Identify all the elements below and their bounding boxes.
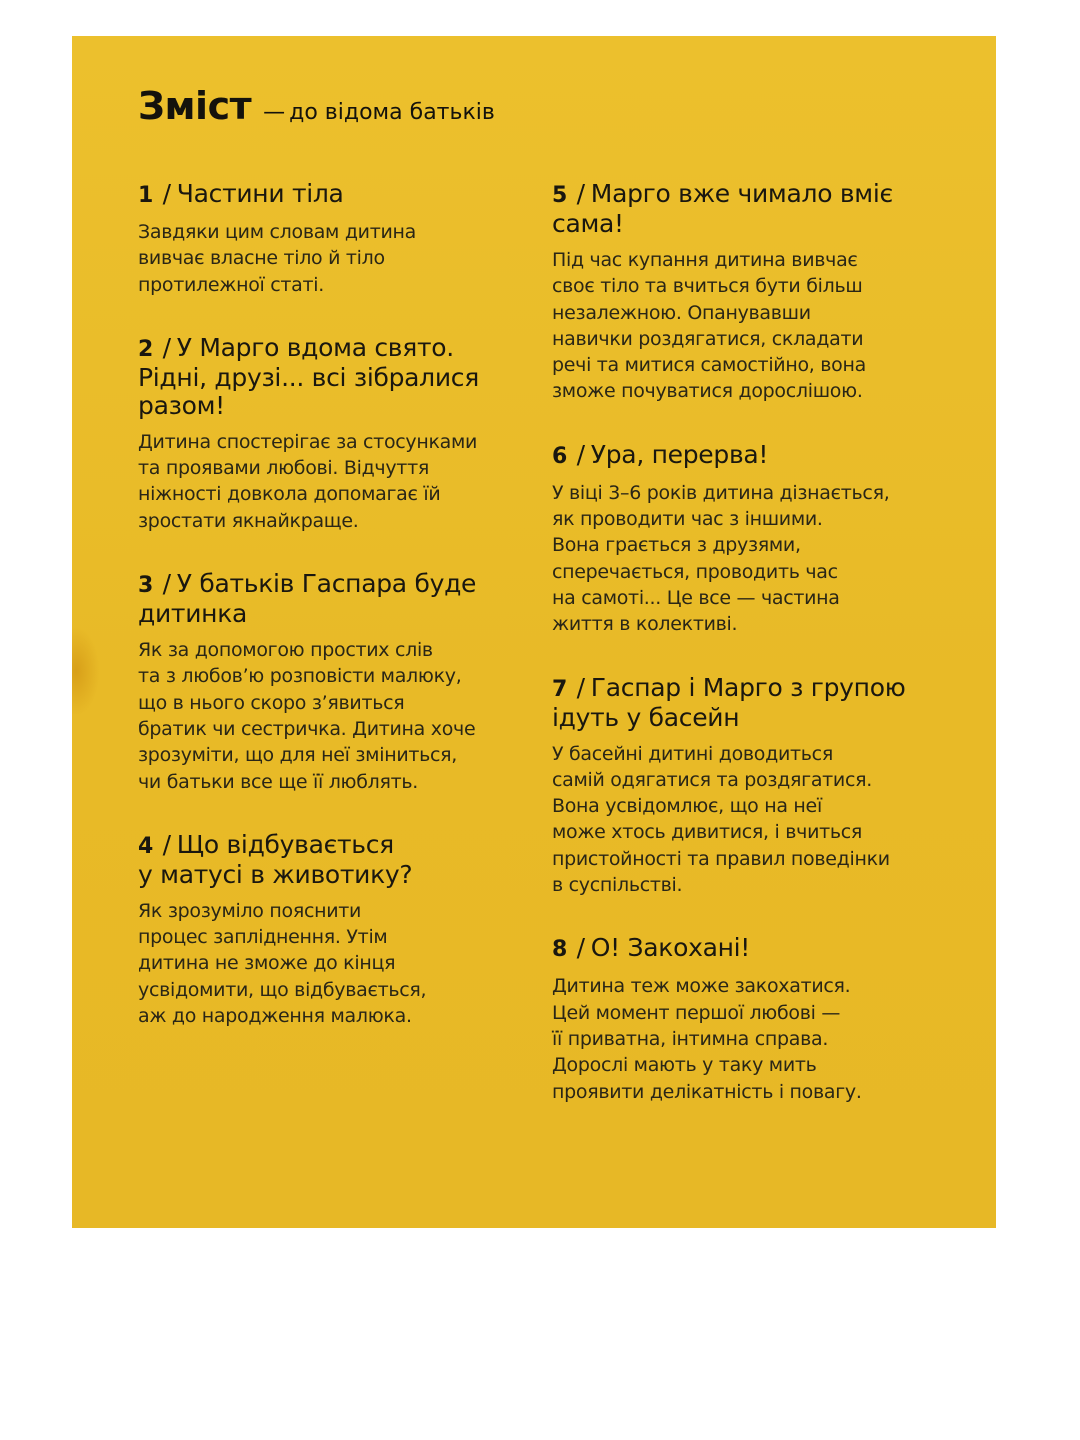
entry-slash: /: [576, 672, 585, 702]
entry-title: [138, 334, 528, 420]
contents-entry-7: [552, 674, 942, 899]
entry-slash: /: [162, 829, 171, 859]
entry-title: [552, 934, 942, 964]
entry-number: 5: [552, 183, 568, 208]
entry-number: 3: [138, 573, 154, 599]
entry-description: Як зрозуміло пояснити процес запліднення. Утім дитина не зможе до кінця усвідомити, що відбувається, аж до народження малюка.: [138, 899, 427, 1028]
entry-title: [138, 570, 528, 628]
entry-slash: /: [162, 179, 171, 208]
entry-description: Під час купання дитина вивчає своє тіло та вчиться бути більш незалежною. Опанувавши навички роздягатися, складати речі та митися самостійно, вона зможе почуватися дорослішою.: [552, 249, 866, 403]
entry-title: [138, 831, 528, 889]
entry-title: [552, 441, 942, 471]
contents-column-right: [552, 180, 942, 1141]
contents-entry-2: [138, 334, 528, 534]
entry-slash: /: [162, 569, 171, 599]
entry-title-text: У батьків Гаспара буде дитинка: [138, 569, 477, 629]
entry-title: [552, 674, 942, 732]
entry-title-text: Марго вже чимало вміє сама!: [552, 179, 893, 238]
entry-number: 8: [552, 937, 568, 963]
page-header: [138, 84, 495, 128]
entry-title-text: Гаспар і Марго з групою ідуть у басейн: [552, 672, 906, 732]
page-edge-shadow: [72, 626, 100, 716]
entry-description: У віці 3–6 років дитина дізнається, як проводити час з іншими. Вона грається з друзями, сперечається, проводить час на самоті... Це все — частина життя в колективі.: [552, 481, 890, 636]
entry-title-text: Що відбувається у матусі в животику?: [138, 829, 413, 889]
entry-title-text: О! Закохані!: [590, 933, 751, 963]
entry-description: Завдяки цим словам дитина вивчає власне тіло й тіло протилежної статі.: [138, 221, 417, 296]
contents-entry-8: [552, 934, 942, 1104]
entry-title: [138, 180, 528, 210]
entry-number: 4: [138, 833, 154, 859]
contents-column-left: [138, 180, 528, 1065]
entry-number: 2: [138, 336, 154, 362]
contents-entry-6: [552, 441, 942, 638]
entry-description: Як за допомогою простих слів та з любов’ю розповісти малюку, що в нього скоро з’явиться братик чи сестричка. Дитина хоче зрозуміти, що для неї зміниться, чи батьки все ще її люблять.: [138, 639, 476, 793]
book-page: [72, 36, 996, 1228]
entry-description: Дитина теж може закохатися. Цей момент першої любові — її приватна, інтимна справа. Дорослі мають у таку мить проявити делікатність і повагу.: [552, 975, 862, 1103]
header-dash: —: [263, 100, 286, 125]
entry-number: 1: [138, 183, 154, 208]
entry-title-text: Частини тіла: [176, 179, 344, 208]
entry-title: [552, 180, 942, 238]
entry-description: У басейні дитині доводиться самій одягатися та роздягатися. Вона усвідомлює, що на неї може хтось дивитися, і вчиться пристойності та правил поведінки в суспільстві.: [552, 742, 890, 897]
contents-entry-3: [138, 570, 528, 795]
page-title: Зміст: [138, 84, 252, 128]
entry-title-text: Ура, перерва!: [590, 439, 769, 469]
entry-description: Дитина спостерігає за стосунками та проявами любові. Відчуття ніжності довкола допомагає їй зростати якнайкраще.: [138, 430, 478, 532]
entry-title-text: У Марго вдома свято. Рідні, друзі... всі зібралися разом!: [138, 332, 479, 420]
contents-entry-5: [552, 180, 942, 405]
entry-number: 7: [552, 676, 568, 702]
entry-slash: /: [576, 933, 585, 963]
page-subtitle: до відома батьків: [289, 100, 495, 125]
entry-slash: /: [576, 439, 585, 469]
contents-entry-4: [138, 831, 528, 1029]
contents-entry-1: [138, 180, 528, 298]
entry-slash: /: [162, 332, 171, 362]
entry-slash: /: [576, 179, 585, 208]
entry-number: 6: [552, 443, 568, 469]
